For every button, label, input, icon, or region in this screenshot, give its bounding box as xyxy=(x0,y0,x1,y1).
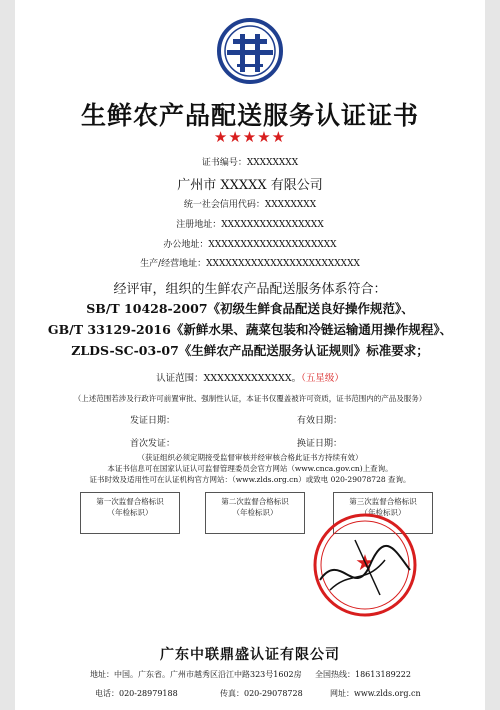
certification-scope xyxy=(15,370,485,384)
mark-subtitle: （年检标识） xyxy=(232,508,278,517)
zlds-logo-icon xyxy=(217,18,283,84)
notice-line: 本证书信息可在国家认证认可监督管理委员会官方网站（www.cnca.gov.cn)上查询。 xyxy=(107,464,393,473)
footer-fax: 传真：020-29078728 xyxy=(220,689,303,698)
mark-subtitle: （年检标识） xyxy=(107,508,153,517)
footer-website[interactable]: 网址：www.zlds.org.cn xyxy=(330,689,421,698)
valid-date-label: 有效日期： xyxy=(297,416,343,426)
svg-text:★: ★ xyxy=(355,551,375,576)
footer-hotline: 全国热线：18613189222 xyxy=(315,670,411,679)
standard-line: GB/T 33129-2016《新鲜水果、蔬菜包装和冷链运输通用操作规程》、 xyxy=(47,322,453,337)
company-name: 广州市 XXXXX 有限公司 xyxy=(177,178,323,193)
business-address: 生产/经营地址：XXXXXXXXXXXXXXXXXXXXXXXX xyxy=(140,259,360,269)
office-address: 办公地址：XXXXXXXXXXXXXXXXXXXX xyxy=(163,240,337,250)
standard-line: SB/T 10428-2007《初级生鲜食品配送良好操作规范》、 xyxy=(86,301,414,316)
star-rating: ★★★★★ xyxy=(213,128,287,146)
standard-line: ZLDS-SC-03-07《生鲜农产品配送服务认证规则》标准要求； xyxy=(71,343,429,358)
red-seal-icon xyxy=(310,510,420,620)
issuing-organization: 广东中联鼎盛认证有限公司 xyxy=(160,647,340,663)
scope-note: （上述范围若涉及行政许可前置审批、强制性认证，本证书仅覆盖被许可资质，证书范围内的产品及服务） xyxy=(73,394,427,403)
mark-title: 第三次监督合格标识 xyxy=(349,497,417,506)
footer-phone: 电话：020-28979188 xyxy=(95,689,178,698)
mark-title: 第二次监督合格标识 xyxy=(221,497,289,506)
credit-code: 统一社会信用代码：XXXXXXXX xyxy=(183,200,317,210)
certificate-number: 证书编号：XXXXXXXX xyxy=(201,158,299,168)
supervision-mark-box xyxy=(205,492,305,534)
standards-intro: 经评审，组织的生鲜农产品配送服务体系符合： xyxy=(113,282,387,297)
issue-date-label: 发证日期： xyxy=(130,416,176,426)
certificate xyxy=(15,0,485,710)
notice-line: 证书时效及适用性可在认证机构官方网站：（www.zlds.org.cn）或致电 020-29078728 查询。 xyxy=(89,475,411,484)
supervision-mark-box xyxy=(80,492,180,534)
scope-level: （五星级） xyxy=(301,373,344,384)
certificate-title: 生鲜农产品配送服务认证证书 xyxy=(80,101,419,130)
notice-line: （获证组织必须定期接受监督审核并经审核合格此证书方持续有效） xyxy=(137,453,363,462)
footer-address: 地址：中国。广东省。广州市越秀区沿江中路323号1602房 xyxy=(90,670,302,679)
scope-text: 认证范围：XXXXXXXXXXXXX。 xyxy=(156,373,302,384)
first-issue-label: 首次发证： xyxy=(130,439,176,449)
mark-title: 第一次监督合格标识 xyxy=(96,497,164,506)
registered-address: 注册地址：XXXXXXXXXXXXXXXX xyxy=(176,220,324,230)
renew-date-label: 换证日期： xyxy=(297,439,343,449)
mark-subtitle: （年检标识） xyxy=(360,508,406,517)
